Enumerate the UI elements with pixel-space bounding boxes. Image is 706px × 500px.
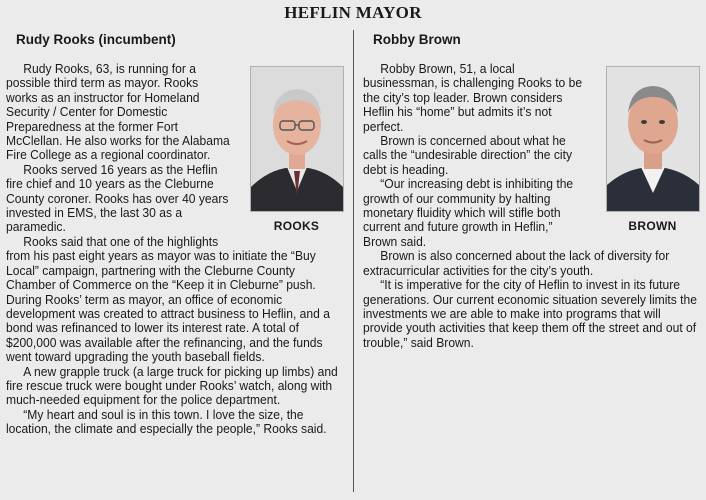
candidate-heading-brown: Robby Brown [373, 32, 461, 47]
photo-caption-brown: BROWN [628, 219, 677, 233]
photo-caption-rooks: ROOKS [273, 219, 320, 233]
paragraph: Rooks said that one of the highlights from his past eight years as mayor was to initiate the “Buy Local” campaign, partnering with the Cleburne County Chamber of Commerce on the “Keep it in Cleburne” push. During Rooks’ term as mayor, an office of economic development was created to attract business to Heflin, and a bond was refinanced to lower its interest rate. A total of $200,000 was available after the refinancing, and the funds went toward upgrading the youth baseball fields. [6, 234, 330, 365]
page-title: HEFLIN MAYOR [284, 3, 422, 22]
candidate-column-rooks [6, 32, 346, 437]
paragraph: Robby Brown, 51, a local businessman, is challenging Rooks to be the city’s top leader. Brown considers Heflin his “home” but admits it’s not perfect. [363, 62, 583, 134]
paragraph: “Our increasing debt is inhibiting the growth of our community by halting monetary fluidity which will stifle both current and future growth in Heflin,” Brown said. [363, 177, 574, 249]
paragraph: Rooks served 16 years as the Heflin fire chief and 10 years as the Cleburne County coroner. Rooks has over 40 years invested in EMS, the last 30 as a paramedic. [6, 162, 229, 235]
paragraph: Rudy Rooks, 63, is running for a possible third term as mayor. Rooks works as an instructor for Homeland Security / Center for Domestic Preparedness at the former Fort McClellan. He also works for the Alabama Fire College as a regional coordinator. [6, 62, 230, 163]
paragraph: A new grapple truck (a large truck for picking up limbs) and fire rescue truck were bought under Rooks’ watch, along with much-needed equipment for the police department. [6, 364, 338, 408]
paragraph: “It is imperative for the city of Heflin to invest in its future generations. Our current economic situation severely limits the investments we are able to make into programs that will provide youth activities that keep them off the street and out of trouble,” said Brown. [363, 278, 697, 350]
article-text-brown [363, 62, 699, 350]
candidate-column-brown [363, 32, 700, 350]
paragraph: “My heart and soul is in this town. I love the size, the location, the climate and especially the people,” Rooks said. [6, 407, 327, 437]
candidate-heading-rooks: Rudy Rooks (incumbent) [16, 32, 176, 47]
paragraph: Brown is also concerned about the lack of diversity for extracurricular activities for the city’s youth. [363, 249, 670, 278]
article-text-rooks [6, 62, 345, 437]
paragraph: Brown is concerned about what he calls the “undesirable direction” the city debt is heading. [363, 134, 572, 177]
column-divider [353, 30, 354, 492]
